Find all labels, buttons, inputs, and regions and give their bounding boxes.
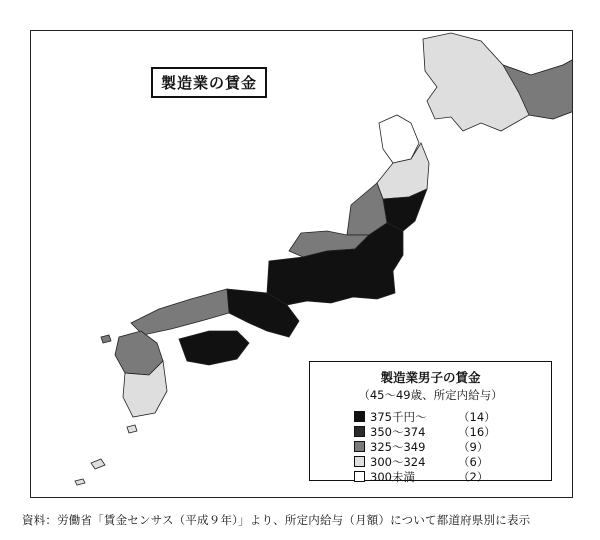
map-title: 製造業の賃金 xyxy=(151,67,267,98)
legend-item xyxy=(310,454,551,469)
island-small-3 xyxy=(101,335,111,343)
region-shikoku xyxy=(179,331,249,365)
region-okinawa xyxy=(91,459,105,469)
legend-count: （16） xyxy=(458,424,496,439)
source-caption: 資料：労働省「賃金センサス（平成９年）」より、所定内給与（月額）について都道府県別に表示 xyxy=(22,513,531,527)
legend-swatch xyxy=(354,426,365,437)
legend-item xyxy=(310,409,551,424)
legend-title: 製造業男子の賃金 xyxy=(380,370,481,385)
legend-count: （2） xyxy=(458,469,489,484)
island-small-1 xyxy=(75,479,85,485)
legend-subtitle: （45～49歳、所定内給与） xyxy=(358,388,503,402)
legend-swatch xyxy=(354,411,365,422)
legend-count: （14） xyxy=(458,409,496,424)
legend-swatch xyxy=(354,456,365,467)
legend-count: （6） xyxy=(458,454,489,469)
legend-range: 325～349 xyxy=(370,439,426,454)
legend-range: 300未満 xyxy=(370,469,415,484)
legend-item xyxy=(310,439,551,454)
legend-count: （9） xyxy=(458,439,489,454)
island-small-2 xyxy=(127,425,137,433)
legend-range: 375千円～ xyxy=(370,409,427,424)
legend-swatch xyxy=(354,441,365,452)
region-chugoku xyxy=(131,289,229,335)
map-frame xyxy=(30,30,573,498)
legend-item xyxy=(310,424,551,439)
legend-range: 350～374 xyxy=(370,424,426,439)
legend-item xyxy=(310,469,551,484)
legend-range: 300～324 xyxy=(370,454,426,469)
legend-swatch xyxy=(354,471,365,482)
legend xyxy=(309,361,552,484)
